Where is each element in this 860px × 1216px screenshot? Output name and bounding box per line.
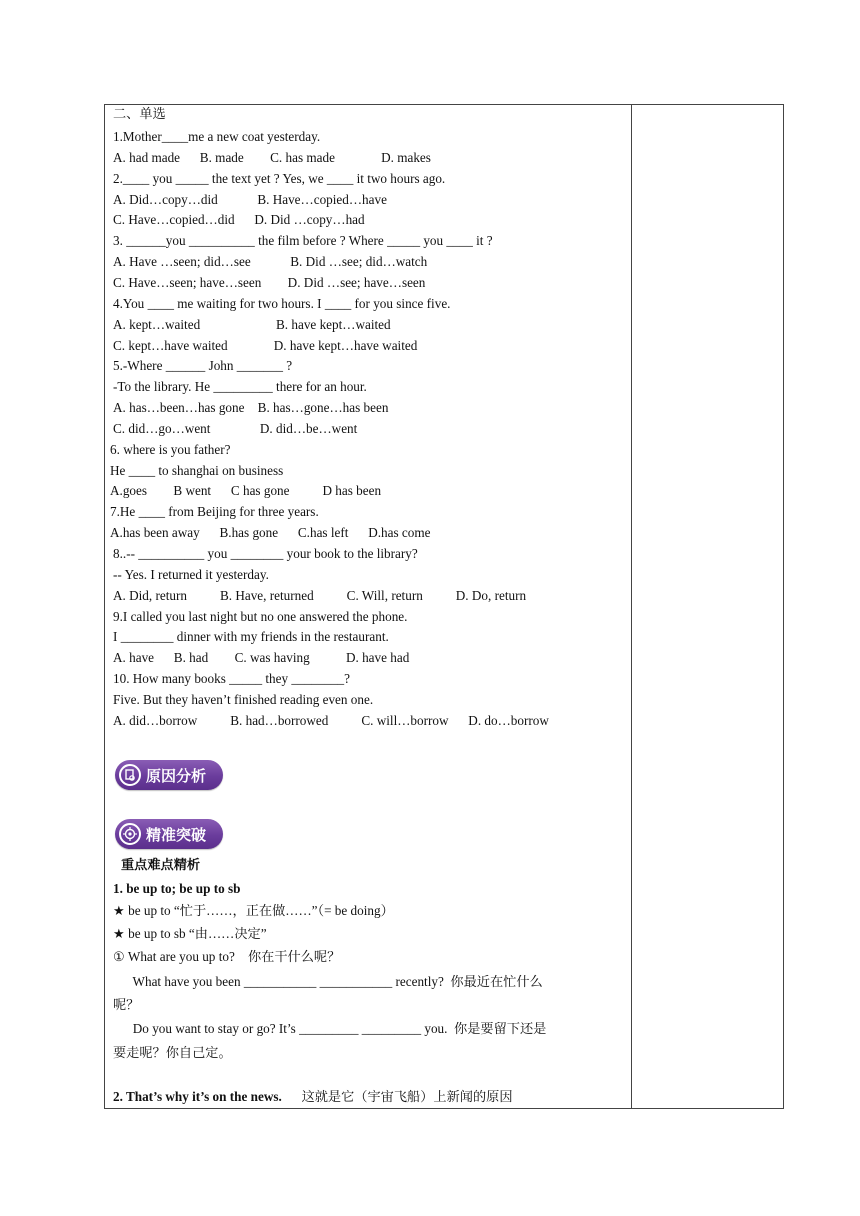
worksheet-table (104, 104, 784, 1109)
point1-example3: Do you want to stay or go? It’s _________ _________ you. 你是要留下还是 (113, 1021, 547, 1036)
breakthrough-label: 精准突破 (146, 825, 207, 844)
question-line: A. kept…waited B. have kept…waited (113, 316, 391, 332)
question-line: C. did…go…went D. did…be…went (113, 420, 358, 436)
point1-title: 1. be up to; be up to sb (113, 881, 241, 896)
question-line: -To the library. He _________ there for an hour. (113, 379, 367, 395)
question-line: C. kept…have waited D. have kept…have waited (113, 337, 418, 353)
target-icon (119, 823, 141, 845)
question-line: A.has been away B.has gone C.has left D.has come (110, 525, 431, 541)
question-line: A. Have …seen; did…see B. Did …see; did…watch (113, 254, 428, 270)
question-line: A. have B. had C. was having D. have had (113, 650, 410, 666)
question-line: 9.I called you last night but no one answered the phone. (113, 608, 408, 624)
question-line: 1.Mother____me a new coat yesterday. (113, 129, 321, 144)
column-divider (631, 105, 632, 1108)
point1-example2: What have you been ___________ ___________ recently? 你最近在忙什么 (113, 974, 543, 989)
section-header: 二、单选 (113, 107, 166, 122)
question-line: 7.He ____ from Beijing for three years. (110, 504, 319, 520)
point2-translation: 这就是它（宇宙飞船）上新闻的原因 (301, 1089, 513, 1104)
point1-star2: ★ be up to sb “由……决定” (113, 926, 267, 941)
point1-example3-cont: 要走呢？你自己定。 (113, 1045, 232, 1060)
question-line: 10. How many books _____ they ________? (113, 671, 350, 687)
question-line: 2.____ you _____ the text yet ? Yes, we ____ it two hours ago. (113, 170, 446, 186)
question-line: -- Yes. I returned it yesterday. (113, 566, 269, 582)
question-line: C. Have…seen; have…seen D. Did …see; have…seen (113, 274, 426, 290)
question-line: A.goes B went C has gone D has been (110, 483, 382, 499)
reason-analysis-badge (115, 760, 223, 790)
question-line: A. has…been…has gone B. has…gone…has been (113, 400, 389, 416)
reason-analysis-label: 原因分析 (146, 766, 207, 785)
question-line: 3. ______you __________ the film before ? Where _____ you ____ it ? (113, 233, 493, 249)
key-points-title: 重点难点精析 (121, 858, 201, 873)
question-line: 6. where is you father? (110, 441, 231, 457)
point1-star1: ★ be up to “忙于……，正在做……”（= be doing） (113, 903, 394, 918)
question-line: A. had made B. made C. has made D. makes (113, 149, 431, 165)
point1-example2-cont: 呢？ (113, 997, 140, 1012)
question-line: A. did…borrow B. had…borrowed C. will…borrow D. do…borrow (113, 712, 549, 728)
document-search-icon (119, 764, 141, 786)
question-line: C. Have…copied…did D. Did …copy…had (113, 212, 365, 228)
question-line: Five. But they haven’t finished reading even one. (113, 691, 374, 707)
question-line: He ____ to shanghai on business (110, 462, 284, 478)
question-line: A. Did, return B. Have, returned C. Will, return D. Do, return (113, 587, 527, 603)
point2-line (113, 1088, 513, 1105)
point1-example1: ① What are you up to? 你在干什么呢？ (113, 949, 341, 964)
question-line: A. Did…copy…did B. Have…copied…have (113, 191, 387, 207)
point2-title: 2. That’s why it’s on the news. (113, 1089, 282, 1104)
breakthrough-badge (115, 819, 223, 849)
question-line: 4.You ____ me waiting for two hours. I ____ for you since five. (113, 295, 451, 311)
question-line: 5.-Where ______ John _______ ? (113, 358, 293, 374)
question-line: 8..-- __________ you ________ your book to the library? (113, 546, 418, 561)
question-line: I ________ dinner with my friends in the restaurant. (113, 629, 389, 645)
